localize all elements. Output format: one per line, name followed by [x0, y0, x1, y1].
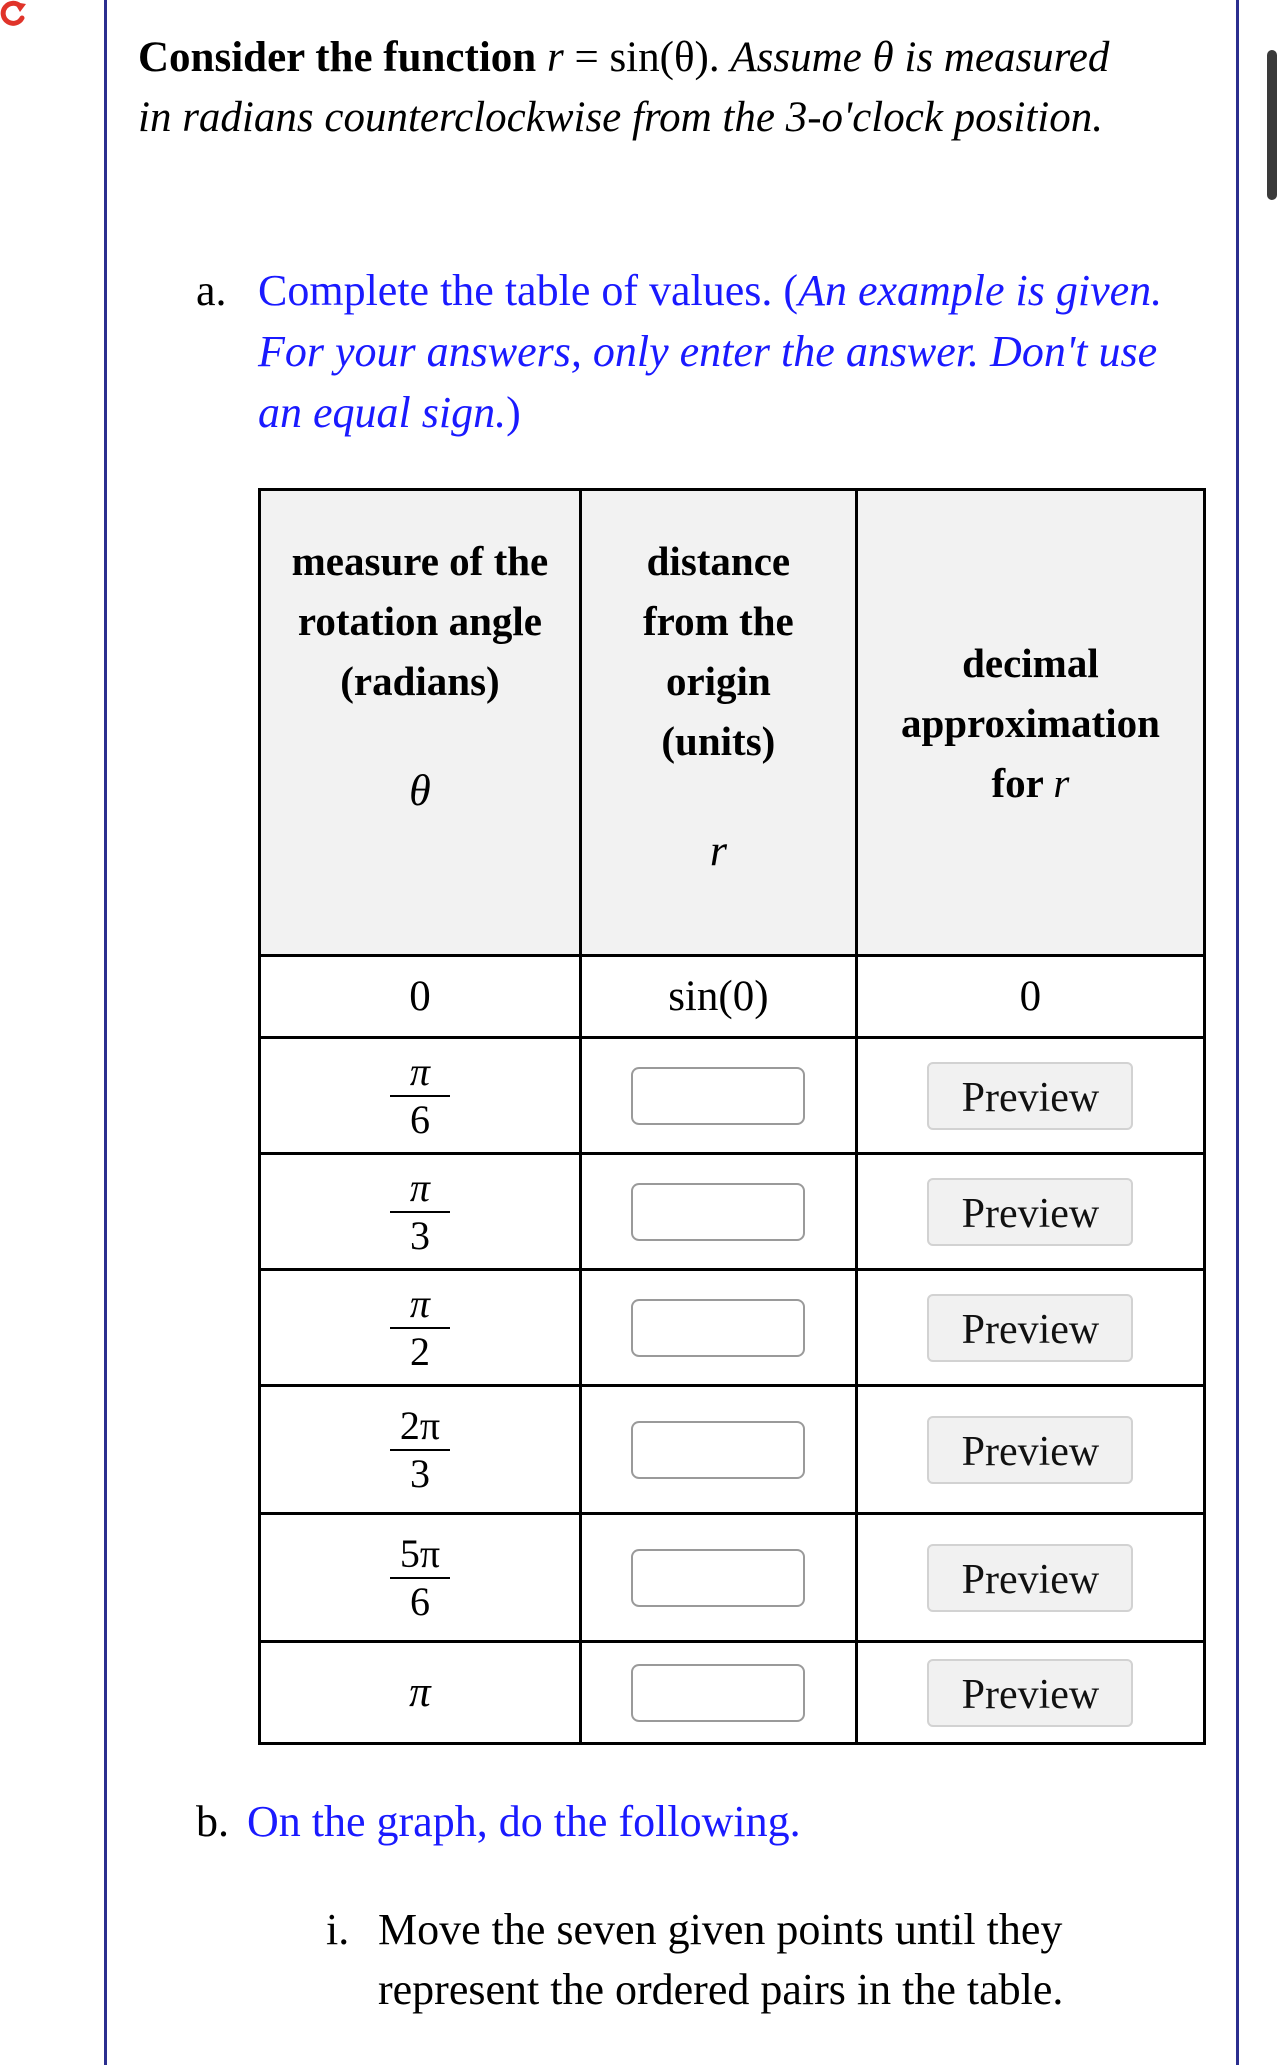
header-theta-symbol: θ: [409, 766, 431, 815]
subitem-i: [326, 1900, 1206, 2020]
theta-fraction: $\frac{\pi}{3}$: [390, 1165, 450, 1259]
function-lhs: r: [546, 34, 564, 81]
header-decimal: decimal approximation for r: [856, 490, 1204, 956]
part-a-note: An example is given. For your answers, only enter the answer. Don't use an equal sign.: [258, 266, 1163, 437]
preview-button[interactable]: Preview: [927, 1544, 1133, 1612]
preview-button[interactable]: Preview: [927, 1178, 1133, 1246]
example-theta: 0: [260, 956, 581, 1038]
left-border: [104, 0, 107, 2065]
function-rhs: sin(θ).: [609, 34, 720, 81]
table-row: [260, 1514, 1205, 1642]
table-row: [260, 1038, 1205, 1154]
header-theta: measure of the rotation angle (radians) θ: [260, 490, 581, 956]
values-table: [258, 488, 1206, 1745]
table-row: [260, 956, 1205, 1038]
table-row: [260, 1154, 1205, 1270]
example-r: sin(0): [580, 956, 856, 1038]
preview-button[interactable]: Preview: [927, 1416, 1133, 1484]
header-r-symbol: r: [709, 826, 727, 875]
r-answer-input[interactable]: [631, 1421, 805, 1479]
table-row: [260, 1642, 1205, 1744]
part-b-instruction: On the graph, do the following.: [247, 1797, 801, 1846]
preview-button[interactable]: Preview: [927, 1062, 1133, 1130]
scrollbar-thumb[interactable]: [1267, 50, 1277, 200]
subitem-i-text: Move the seven given points until they represent the ordered pairs in the table.: [378, 1905, 1064, 2014]
right-border: [1236, 0, 1239, 2065]
subitem-i-label: i.: [326, 1905, 350, 1954]
theta-value: π: [260, 1642, 581, 1744]
theta-fraction: $\frac{2\pi}{3}$: [390, 1403, 450, 1497]
part-a: [196, 260, 1196, 443]
part-a-label: a.: [196, 266, 227, 315]
theta-fraction: $\frac{\pi}{6}$: [390, 1049, 450, 1143]
r-answer-input[interactable]: [631, 1067, 805, 1125]
table-header-row: [260, 490, 1205, 956]
problem-intro: [138, 28, 1138, 148]
r-answer-input[interactable]: [631, 1549, 805, 1607]
r-answer-input[interactable]: [631, 1183, 805, 1241]
r-answer-input[interactable]: [631, 1299, 805, 1357]
header-decimal-symbol: r: [1053, 759, 1070, 806]
part-a-instruction: Complete the table of values. (: [258, 266, 799, 315]
preview-button[interactable]: Preview: [927, 1294, 1133, 1362]
table-row: [260, 1270, 1205, 1386]
function-eq: =: [563, 34, 610, 81]
r-answer-input[interactable]: [631, 1664, 805, 1722]
theta-fraction: $\frac{5\pi}{6}$: [390, 1531, 450, 1625]
intro-assumption: Assume θ is measured in radians counterclockwise from the 3-o'clock position.: [138, 34, 1110, 141]
intro-prefix: Consider the function: [138, 34, 537, 81]
table-row: [260, 1386, 1205, 1514]
header-r: distance from the origin (units) r: [580, 490, 856, 956]
reload-icon[interactable]: [0, 0, 28, 28]
part-b: [196, 1792, 801, 1852]
part-b-label: b.: [196, 1797, 229, 1846]
part-a-close: ): [506, 388, 521, 437]
theta-fraction: $\frac{\pi}{2}$: [390, 1281, 450, 1375]
example-decimal: 0: [856, 956, 1204, 1038]
preview-button[interactable]: Preview: [927, 1659, 1133, 1727]
